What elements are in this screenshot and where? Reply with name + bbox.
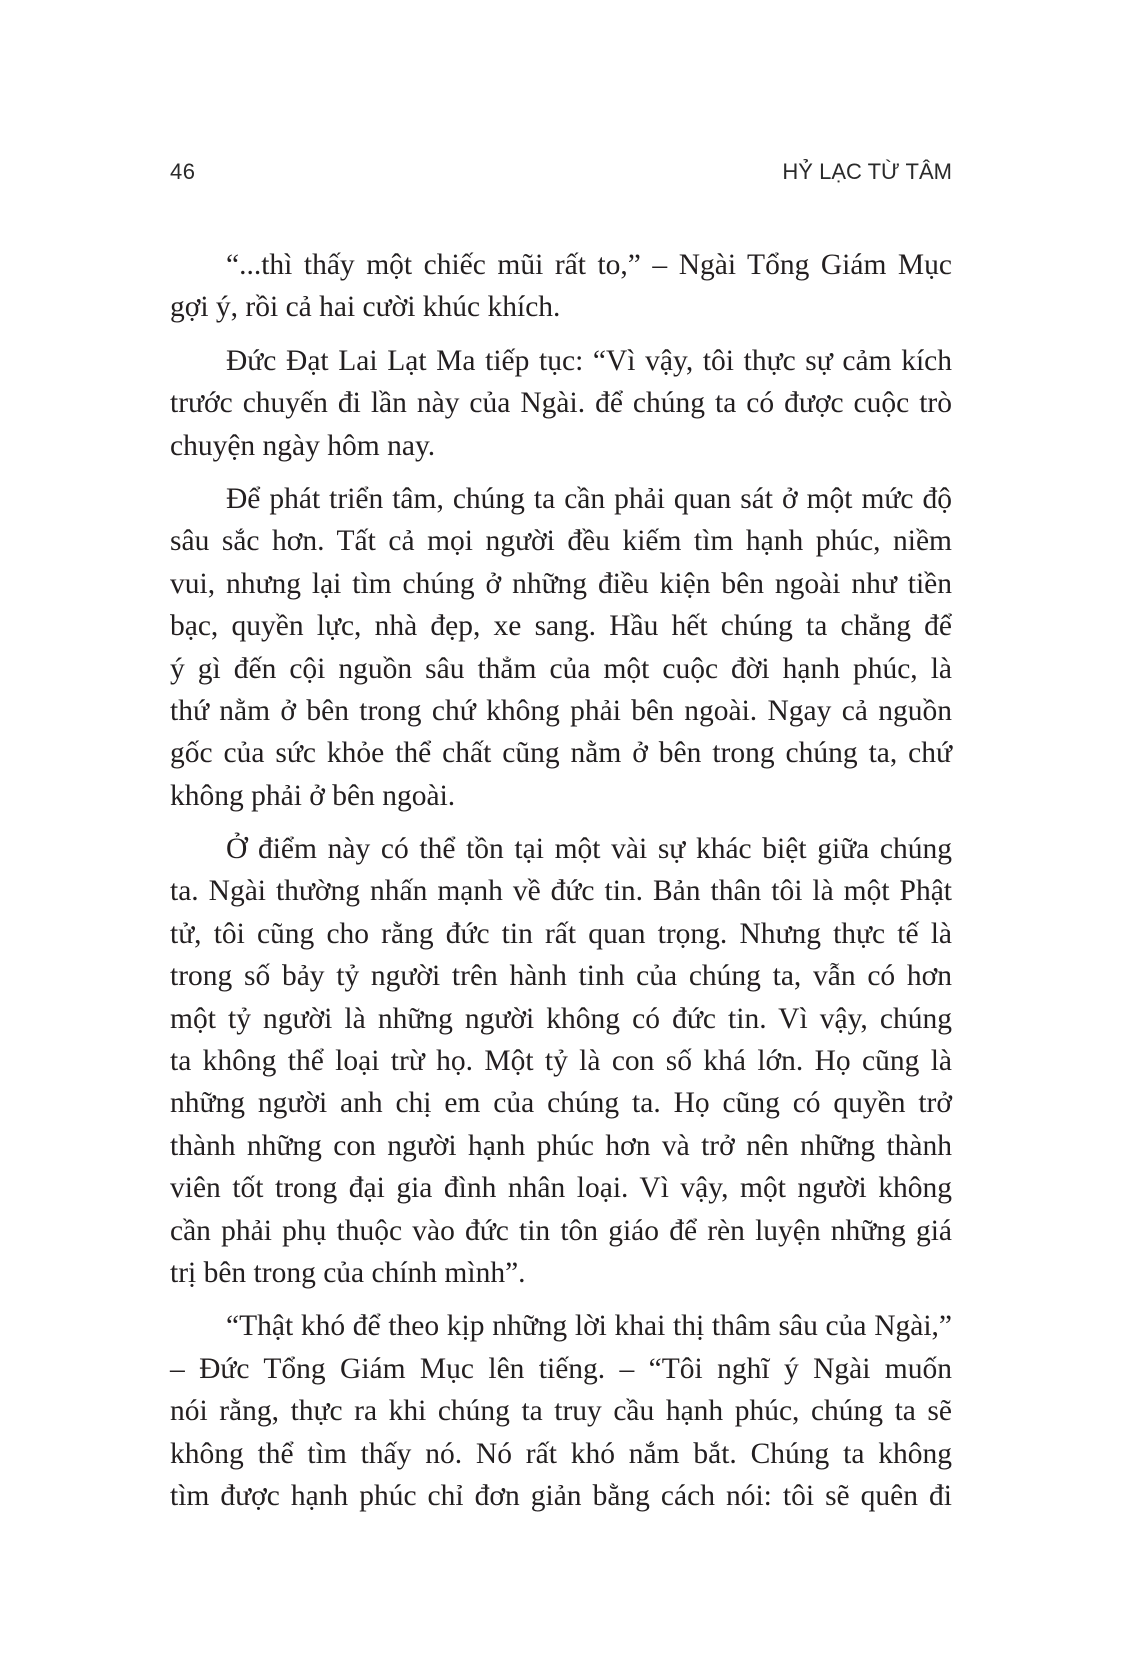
paragraph bbox=[170, 244, 952, 329]
page-number: 46 bbox=[170, 159, 196, 184]
text-line: ý gì đến cội nguồn sâu thẳm của một cuộc đời hạnh phúc, là bbox=[170, 652, 952, 685]
text-line: tử, tôi cũng cho rằng đức tin rất quan trọng. Nhưng thực tế là bbox=[170, 917, 952, 950]
text-line: tìm được hạnh phúc chỉ đơn giản bằng cách nói: tôi sẽ quên đi bbox=[170, 1479, 952, 1512]
text-line: – Đức Tổng Giám Mục lên tiếng. – “Tôi nghĩ ý Ngài muốn bbox=[170, 1352, 952, 1385]
running-title: HỶ LẠC TỪ TÂM bbox=[782, 159, 952, 184]
text-line: sâu sắc hơn. Tất cả mọi người đều kiếm tìm hạnh phúc, niềm bbox=[170, 525, 952, 558]
text-line: thành những con người hạnh phúc hơn và trở nên những thành bbox=[170, 1129, 952, 1162]
text-line: gốc của sức khỏe thể chất cũng nằm ở bên trong chúng ta, chứ bbox=[170, 737, 952, 770]
text-line: không thể tìm thấy nó. Nó rất khó nắm bắt. Chúng ta không bbox=[170, 1437, 952, 1470]
text-line: một tỷ người là những người không có đức tin. Vì vậy, chúng bbox=[170, 1002, 952, 1035]
text-line: Để phát triển tâm, chúng ta cần phải quan sát ở một mức độ bbox=[226, 482, 952, 515]
text-line: gợi ý, rồi cả hai cười khúc khích. bbox=[170, 291, 561, 324]
text-line: viên tốt trong đại gia đình nhân loại. Vì vậy, một người không bbox=[170, 1172, 952, 1205]
text-line: Ở điểm này có thể tồn tại một vài sự khác biệt giữa chúng bbox=[226, 833, 952, 866]
text-line: ta không thể loại trừ họ. Một tỷ là con số khá lớn. Họ cũng là bbox=[170, 1045, 952, 1078]
paragraph bbox=[170, 340, 952, 467]
text-line: “...thì thấy một chiếc mũi rất to,” – Ngài Tổng Giám Mục bbox=[226, 249, 952, 281]
paragraph bbox=[170, 478, 952, 817]
text-line: trị bên trong của chính mình”. bbox=[170, 1256, 526, 1289]
paragraph bbox=[170, 828, 952, 1294]
text-line: thứ nằm ở bên trong chứ không phải bên ngoài. Ngay cả nguồn bbox=[170, 694, 952, 727]
text-line: Đức Đạt Lai Lạt Ma tiếp tục: “Vì vậy, tôi thực sự cảm kích bbox=[226, 344, 952, 377]
text-line: “Thật khó để theo kịp những lời khai thị thâm sâu của Ngài,” bbox=[226, 1310, 952, 1343]
text-line: những người anh chị em của chúng ta. Họ cũng có quyền trở bbox=[170, 1087, 952, 1120]
text-line: trước chuyến đi lần này của Ngài. để chúng ta có được cuộc trò bbox=[170, 387, 952, 420]
text-line: vui, nhưng lại tìm chúng ở những điều kiện bên ngoài như tiền bbox=[170, 567, 952, 600]
text-line: nói rằng, thực ra khi chúng ta truy cầu hạnh phúc, chúng ta sẽ bbox=[170, 1395, 952, 1428]
text-line: chuyện ngày hôm nay. bbox=[170, 429, 436, 462]
body-text bbox=[170, 244, 952, 1528]
text-line: không phải ở bên ngoài. bbox=[170, 779, 456, 812]
paragraph bbox=[170, 1305, 952, 1517]
text-line: bạc, quyền lực, nhà đẹp, xe sang. Hầu hết chúng ta chẳng để bbox=[170, 610, 952, 643]
text-line: cần phải phụ thuộc vào đức tin tôn giáo để rèn luyện những giá bbox=[170, 1214, 952, 1247]
text-line: ta. Ngài thường nhấn mạnh về đức tin. Bản thân tôi là một Phật bbox=[170, 875, 952, 908]
text-line: trong số bảy tỷ người trên hành tinh của chúng ta, vẫn có hơn bbox=[170, 960, 952, 993]
